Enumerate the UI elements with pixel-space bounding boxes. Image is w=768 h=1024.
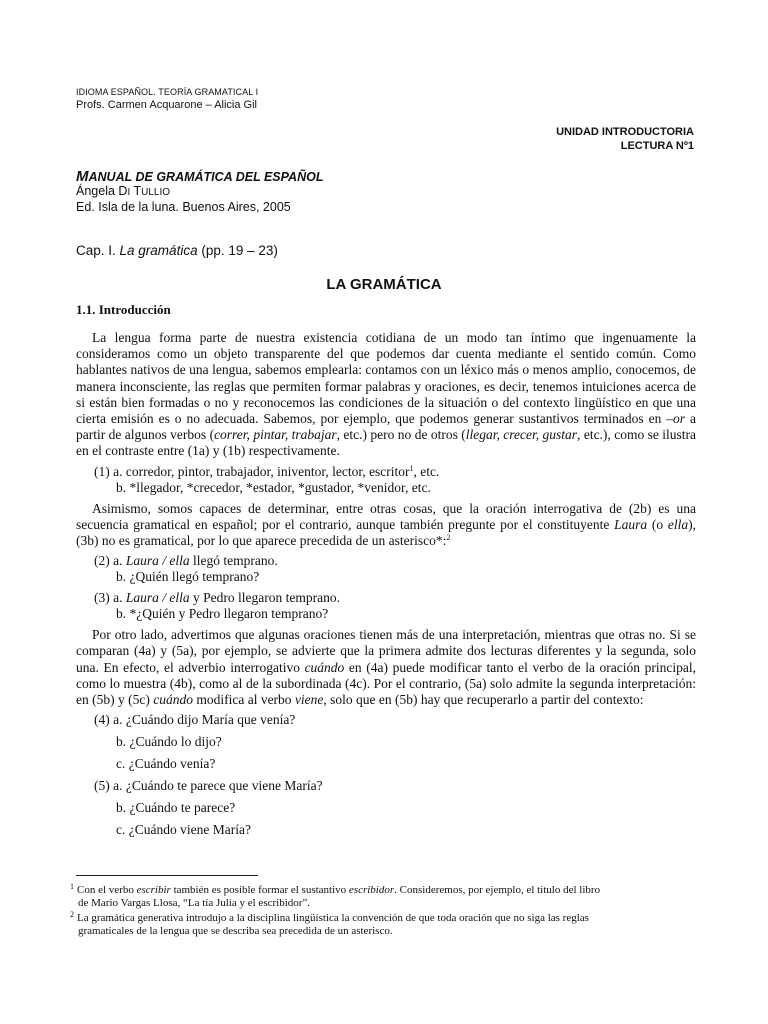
- example-1b: b. *llegador, *crecedor, *estador, *gustador, *venidor, etc.: [116, 479, 431, 495]
- footnote-2-line-1: [70, 908, 698, 925]
- text-run-italic: escribir: [136, 884, 171, 896]
- text-run: (1) a. corredor, pintor, trabajador, iniventor, lector, escritor: [94, 463, 410, 479]
- example-2b: b. ¿Quién llegó temprano?: [116, 569, 260, 585]
- footnote-number: 2: [70, 910, 74, 919]
- paragraph-3: [76, 627, 696, 708]
- book-author: [76, 184, 170, 198]
- author-part: Ángela D: [76, 184, 128, 198]
- chapter-prefix: Cap. I.: [76, 243, 120, 258]
- text-run: llegó temprano.: [189, 553, 278, 569]
- text-run: en (4a) puede modificar tanto el verbo de la oración principal, como lo muestra (4b), como al de la subordinada (4c). Por el contrario, (5a) solo admite la segunda interpretación: en (5b) y (5c): [76, 659, 696, 708]
- text-run-italic: cuándo: [304, 659, 345, 675]
- text-run: a partir de algunos verbos (: [76, 411, 696, 443]
- text-run-italic: correr, pintar, trabajar: [214, 427, 337, 443]
- example-4b: b. ¿Cuándo lo dijo?: [116, 734, 222, 750]
- course-header: IDIOMA ESPAÑOL. TEORÍA GRAMATICAL I: [76, 87, 259, 97]
- footnote-1-line-2: de Mario Vargas Llosa, “La tía Julia y el escribidor”.: [78, 897, 311, 909]
- text-run-italic: viene: [294, 692, 324, 708]
- text-run-italic: escribidor: [348, 884, 395, 896]
- example-4: [94, 712, 696, 772]
- text-run: La lengua forma parte de nuestra existencia cotidiana de un modo tan íntimo que ingenuamente la consideramos como un objeto transparente del que podemos dar cuenta mediante el sentido común. Como hablantes nativos de una lengua, sabemos emplearla: contamos con un léxico más o menos amplio, conocemos, de manera inconsciente, las reglas que permiten formar palabras y oraciones, es decir, tenemos intuiciones acerca de si están bien formadas o no y reconocemos las condiciones de la situación o del contexto lingüístico en que una cierta emisión es o no adecuada. Sabemos, por ejemplo, que podemos generar sustantivos terminados en: [76, 330, 696, 427]
- text-run: Con el verbo: [77, 884, 137, 896]
- example-1a: [94, 464, 696, 480]
- example-3b: b. *¿Quién y Pedro llegaron temprano?: [116, 606, 329, 622]
- example-5c: c. ¿Cuándo viene María?: [116, 822, 251, 838]
- text-run: La gramática generativa introdujo a la disciplina lingüística la convención de que toda oración que no siga las reglas: [77, 912, 589, 924]
- paragraph-2: [76, 501, 696, 550]
- text-run-italic: ella: [667, 516, 689, 532]
- footnote-ref-2[interactable]: 2: [446, 533, 451, 543]
- chapter-reference: [76, 243, 278, 258]
- text-run: modifica al verbo: [192, 692, 295, 708]
- chapter-pages: (pp. 19 – 23): [197, 243, 278, 258]
- text-run: , etc.) pero no de otros (: [336, 427, 466, 443]
- book-title-initial: M: [76, 168, 89, 185]
- example-5b: b. ¿Cuándo te parece?: [116, 800, 236, 816]
- section-heading: 1.1. Introducción: [76, 302, 171, 317]
- footnote-ref-1[interactable]: 1: [409, 463, 414, 473]
- footnote-1-line-1: [70, 880, 698, 897]
- unit-block: [556, 125, 694, 153]
- author-part: ULLIO: [141, 187, 171, 198]
- footnote-1: [70, 880, 698, 910]
- paragraph-1: [76, 330, 696, 460]
- text-run: ), (3b) no es gramatical, por lo que aparece precedida de un asterisco*:: [76, 516, 696, 549]
- book-edition: Ed. Isla de la luna. Buenos Aires, 2005: [76, 200, 291, 214]
- text-run: (2) a.: [94, 553, 126, 569]
- example-5: [94, 778, 696, 838]
- footnote-number: 1: [70, 882, 74, 891]
- author-part: I: [127, 187, 131, 198]
- footnote-divider: [76, 875, 258, 876]
- text-run-italic: Laura: [614, 516, 648, 532]
- text-run: y Pedro llegaron temprano.: [189, 590, 340, 606]
- example-1: [94, 464, 696, 496]
- text-run-italic: cuándo: [153, 692, 193, 708]
- text-run: , etc.), como se ilustra en el contraste entre (1a) y (1b) respectivamente.: [76, 427, 696, 459]
- example-3a: [94, 590, 696, 606]
- author-part: T: [130, 184, 142, 198]
- body-text: [76, 330, 696, 844]
- text-run: Asimismo, somos capaces de determinar, entre otras cosas, que la oración interrogativa de (2b) es una secuencia gramatical en español; por el contrario, aunque también pregunte por el constituyente: [76, 500, 696, 532]
- text-run-italic: –or: [666, 411, 686, 427]
- text-run: . Consideremos, por ejemplo, el título del libro: [394, 884, 601, 896]
- footnote-2-line-2: gramaticales de la lengua que se describa sea precedida de un asterisco.: [78, 925, 393, 937]
- example-4a: (4) a. ¿Cuándo dijo María que venía?: [94, 712, 296, 728]
- example-3: [94, 590, 696, 622]
- example-4c: c. ¿Cuándo venía?: [116, 756, 216, 772]
- text-run-italic: Laura / ella: [125, 590, 190, 606]
- professors-line: Profs. Carmen Acquarone – Alicia Gil: [76, 99, 257, 111]
- text-run-italic: llegar, crecer, gustar: [465, 427, 578, 443]
- page-title: LA GRAMÁTICA: [326, 276, 442, 293]
- text-run: , solo que en (5b) hay que recuperarlo a partir del contexto:: [323, 692, 644, 708]
- example-2a: [94, 553, 696, 569]
- footnote-2: [70, 908, 698, 938]
- text-run: Por otro lado, advertimos que algunas oraciones tienen más de una interpretación, mientras que otras no. Si se comparan (4a) y (5a), por ejemplo, se advierte que la primera admite dos lecturas diferentes y la segunda, solo una. En efecto, el adverbio interrogativo: [76, 627, 696, 675]
- book-title: [76, 168, 323, 185]
- example-5a: (5) a. ¿Cuándo te parece que viene María?: [94, 778, 323, 794]
- example-2: [94, 553, 696, 585]
- text-run-italic: Laura / ella: [125, 553, 190, 569]
- text-run: , etc.: [413, 463, 440, 479]
- text-run: (3) a.: [94, 590, 126, 606]
- chapter-title: La gramática: [119, 243, 198, 258]
- reading-number: LECTURA Nº1: [620, 140, 694, 152]
- text-run: también es posible formar el sustantivo: [170, 884, 349, 896]
- book-title-rest: ANUAL DE GRAMÁTICA DEL ESPAÑOL: [88, 170, 324, 184]
- unit-title: UNIDAD INTRODUCTORIA: [556, 126, 694, 138]
- text-run: (o: [647, 516, 668, 532]
